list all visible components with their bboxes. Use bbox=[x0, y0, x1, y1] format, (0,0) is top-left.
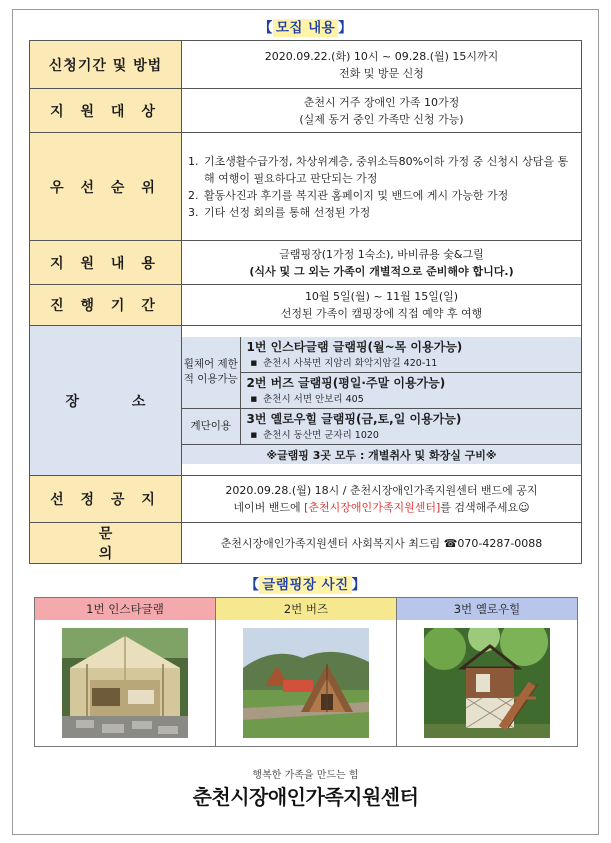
gallery-item bbox=[397, 598, 577, 746]
gallery bbox=[34, 597, 578, 747]
target-label: 지 원 대 상 bbox=[30, 89, 182, 133]
support-label: 지 원 내 용 bbox=[30, 241, 182, 285]
recruit-info-table bbox=[29, 40, 582, 564]
place-site: 3번 옐로우힐 글램핑(금,토,일 이용가능) ■ 춘천시 동산면 군자리 1020 bbox=[240, 408, 581, 444]
place-note-row bbox=[182, 444, 581, 464]
place-site: 2번 버즈 글램핑(평일·주말 이용가능) ■ 춘천시 서면 안보리 405 bbox=[240, 372, 581, 408]
place-row bbox=[182, 408, 581, 444]
organization-name: 춘천시장애인가족지원센터 bbox=[192, 785, 419, 809]
schedule-value: 10월 5일(월) ~ 11월 15일(일) 선정된 가족이 캠핑장에 직접 예약 후 여행 bbox=[182, 285, 582, 326]
row-period bbox=[30, 41, 582, 89]
row-priority bbox=[30, 133, 582, 241]
row-notice bbox=[30, 476, 582, 523]
place-label: 장 소 bbox=[30, 326, 182, 476]
target-value: 춘천시 거주 장애인 가족 10가정 (실제 동거 중인 가족만 신청 가능) bbox=[182, 89, 582, 133]
place-row bbox=[182, 372, 581, 408]
place-row bbox=[182, 337, 581, 373]
place-type-wheelchair: 휠체어 제한적 이용가능 bbox=[182, 337, 240, 409]
place-site: 1번 인스타글램 글램핑(월~목 이용가능) ■ 춘천시 사북면 지암리 화악지암길 420-11 bbox=[240, 337, 581, 373]
bullet-icon: ■ bbox=[250, 394, 258, 403]
row-contact bbox=[30, 523, 582, 564]
gallery-section-title: 【 글램핑장 사진 】 bbox=[245, 577, 366, 593]
place-note: ※글램핑 3곳 모두 : 개별취사 및 화장실 구비※ bbox=[182, 444, 581, 464]
recruit-section-title: 【 모집 내용 】 bbox=[258, 20, 353, 36]
gallery-caption: 2번 버즈 bbox=[216, 598, 396, 620]
schedule-label: 진 행 기 간 bbox=[30, 285, 182, 326]
bullet-icon: ■ bbox=[250, 358, 258, 367]
notice-label: 선 정 공 지 bbox=[30, 476, 182, 523]
treehouse-photo bbox=[424, 628, 550, 738]
contact-label: 문 의 bbox=[30, 523, 182, 564]
period-value: 2020.09.22.(화) 10시 ~ 09.28.(월) 15시까지 전화 및 방문 신청 bbox=[182, 41, 582, 89]
priority-item: 1. 기초생활수급가정, 차상위계층, 중위소득80%이하 가정 중 신청시 상담을 통해 여행이 필요하다고 판단되는 가정 bbox=[188, 154, 569, 185]
place-type-stairs: 계단이용 bbox=[182, 408, 240, 444]
notice-value: 2020.09.28.(월) 18시 / 춘천시장애인가족지원센터 밴드에 공지 네이버 밴드에 [춘천시장애인가족지원센터]를 검색해주세요☺ bbox=[182, 476, 582, 523]
priority-item: 2. 활동사진과 후기를 복지관 홈페이지 및 밴드에 게시 가능한 가정 bbox=[188, 188, 509, 202]
a-frame-cabin-photo bbox=[243, 628, 369, 738]
priority-list bbox=[182, 133, 582, 241]
gallery-caption: 1번 인스타글램 bbox=[35, 598, 215, 620]
contact-value: 춘천시장애인가족지원센터 사회복지사 최드림 ☎070-4287-0088 bbox=[182, 523, 582, 564]
row-schedule bbox=[30, 285, 582, 326]
gallery-item bbox=[216, 598, 397, 746]
priority-item: 3. 기타 선정 회의를 통해 선정된 가정 bbox=[188, 205, 371, 219]
place-detail bbox=[182, 326, 582, 476]
band-search-term: [춘천시장애인가족지원센터] bbox=[304, 501, 441, 514]
period-label: 신청기간 및 방법 bbox=[30, 41, 182, 89]
gallery-item bbox=[35, 598, 216, 746]
row-target bbox=[30, 89, 582, 133]
support-value: 글램핑장(1가정 1숙소), 바비큐용 숯&그릴 (식사 및 그 외는 가족이 개별적으로 준비해야 합니다.) bbox=[182, 241, 582, 285]
row-place bbox=[30, 326, 582, 476]
bullet-icon: ■ bbox=[250, 430, 258, 439]
tagline: 행복한 가족을 만드는 힘 bbox=[252, 770, 359, 781]
tent-photo bbox=[62, 628, 188, 738]
priority-label: 우 선 순 위 bbox=[30, 133, 182, 241]
row-support bbox=[30, 241, 582, 285]
gallery-caption: 3번 옐로우힐 bbox=[397, 598, 577, 620]
places-table bbox=[182, 337, 581, 465]
